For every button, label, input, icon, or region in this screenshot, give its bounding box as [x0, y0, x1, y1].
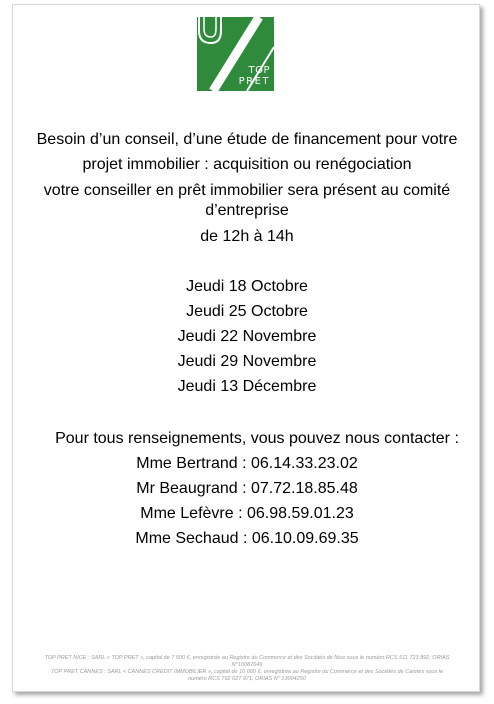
date-item: Jeudi 25 Octobre — [186, 303, 308, 320]
intro-line: votre conseiller en prêt immobilier sera présent au comité — [43, 182, 451, 199]
top-pret-logo — [197, 17, 274, 91]
legal-footer-line: TOP PRET CANNES : SARL « CANNES CREDIT IMMOBILIER », capital de 10 000 €, enregistrée au Registre du Commerce et des Sociétés de Cannes sous le — [50, 669, 444, 675]
logo-text-pret: PRET — [238, 76, 270, 87]
intro-line: projet immobilier : acquisition ou renégociation — [82, 156, 412, 173]
legal-footer-line: numéro RCS 792 027 971, ORIAS N° 13004250 — [188, 676, 306, 682]
intro-line: d’entreprise — [205, 202, 289, 219]
logo-text-top: TOP — [248, 65, 270, 76]
document-page — [12, 4, 480, 692]
contact-item: Mme Lefèvre : 06.98.59.01.23 — [140, 505, 354, 522]
date-item: Jeudi 13 Décembre — [177, 378, 317, 395]
contact-item: Mme Bertrand : 06.14.33.23.02 — [136, 455, 358, 472]
contact-heading: Pour tous renseignements, vous pouvez nous contacter : — [55, 430, 459, 447]
time-range: de 12h à 14h — [200, 228, 294, 245]
contact-item: Mme Sechaud : 06.10.09.69.35 — [135, 530, 359, 547]
legal-footer-line: TOP PRET NICE : SARL « TOP PRET », capital de 7 500 €, enregistrée au Registre du Commerce et des Sociétés de Nice sous le numéro RCS 511 723 892, ORIAS — [44, 655, 450, 661]
date-item: Jeudi 18 Octobre — [186, 278, 308, 295]
contact-item: Mr Beaugrand : 07.72.18.85.48 — [136, 480, 358, 497]
date-item: Jeudi 29 Novembre — [177, 353, 317, 370]
date-item: Jeudi 22 Novembre — [177, 328, 317, 345]
legal-footer-line: N°10087649 — [231, 662, 263, 668]
intro-line: Besoin d’un conseil, d’une étude de financement pour votre — [36, 131, 458, 148]
